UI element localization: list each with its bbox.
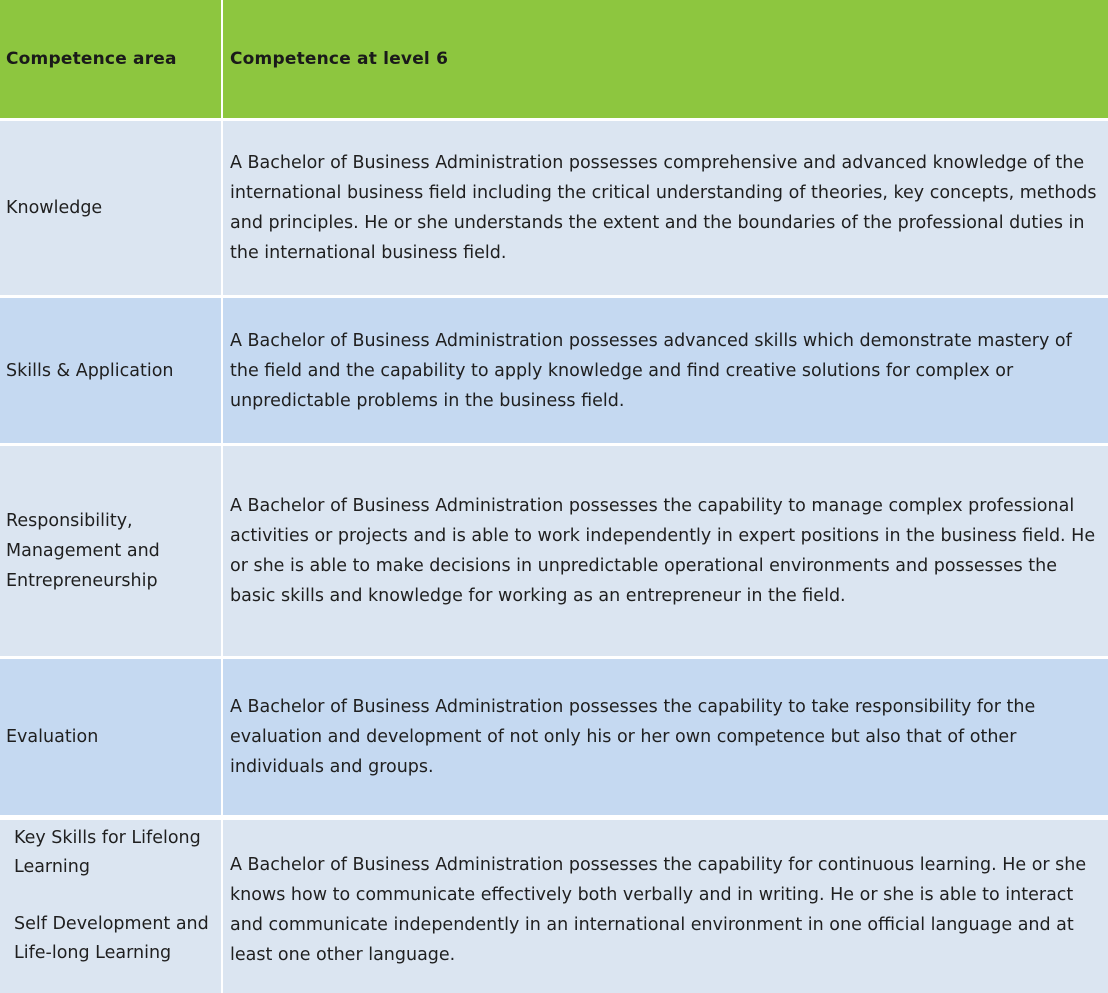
- area-label: Evaluation: [6, 727, 99, 747]
- area-cell-lifelong-learning: [0, 820, 221, 993]
- area-cell-responsibility: [0, 446, 221, 656]
- description-text: A Bachelor of Business Administration possesses advanced skills which demonstrate mastery of the field and the capability to apply knowledge and find creative solutions for complex or unpredictable problems in the business field.: [230, 330, 1072, 411]
- area-label-self-development: Self Development and Life-long Learning: [14, 914, 209, 963]
- description-text: A Bachelor of Business Administration possesses comprehensive and advanced knowledge of the international business field including the critical understanding of theories, key concepts, methods and principles. He or she understands the extent and the boundaries of the professional duties in the international business field.: [230, 153, 1097, 263]
- description-text: A Bachelor of Business Administration possesses the capability to manage complex professional activities or projects and is able to work independently in expert positions in the business field. He or she is able to make decisions in unpredictable operational environments and possesses the basic skills and knowledge for working as an entrepreneur in the field.: [230, 496, 1096, 606]
- description-cell-skills: [223, 298, 1108, 443]
- description-cell-lifelong-learning: [223, 820, 1108, 993]
- header-label-competence-level: Competence at level 6: [230, 49, 449, 69]
- area-label: Skills & Application: [6, 360, 174, 381]
- header-cell-competence-level: [223, 0, 1108, 118]
- area-cell-skills: [0, 298, 221, 443]
- header-cell-competence-area: [0, 0, 221, 118]
- area-label: Knowledge: [6, 198, 103, 218]
- description-cell-knowledge: [223, 121, 1108, 295]
- area-label-key-skills: Key Skills for Lifelong Learning: [14, 828, 201, 877]
- description-cell-evaluation: [223, 659, 1108, 815]
- area-cell-knowledge: [0, 121, 221, 295]
- area-label: Responsibility, Management and Entrepreneurship: [6, 511, 160, 591]
- description-text: A Bachelor of Business Administration possesses the capability for continuous learning. He or she knows how to communicate effectively both verbally and in writing. He or she is able to interact and communicate independently in an international environment in one official language and at least one other language.: [230, 855, 1087, 965]
- description-cell-responsibility: [223, 446, 1108, 656]
- header-label-competence-area: Competence area: [6, 49, 177, 69]
- description-text: A Bachelor of Business Administration possesses the capability to take responsibility for the evaluation and development of not only his or her own competence but also that of other individuals and groups.: [230, 697, 1036, 777]
- area-cell-evaluation: [0, 659, 221, 815]
